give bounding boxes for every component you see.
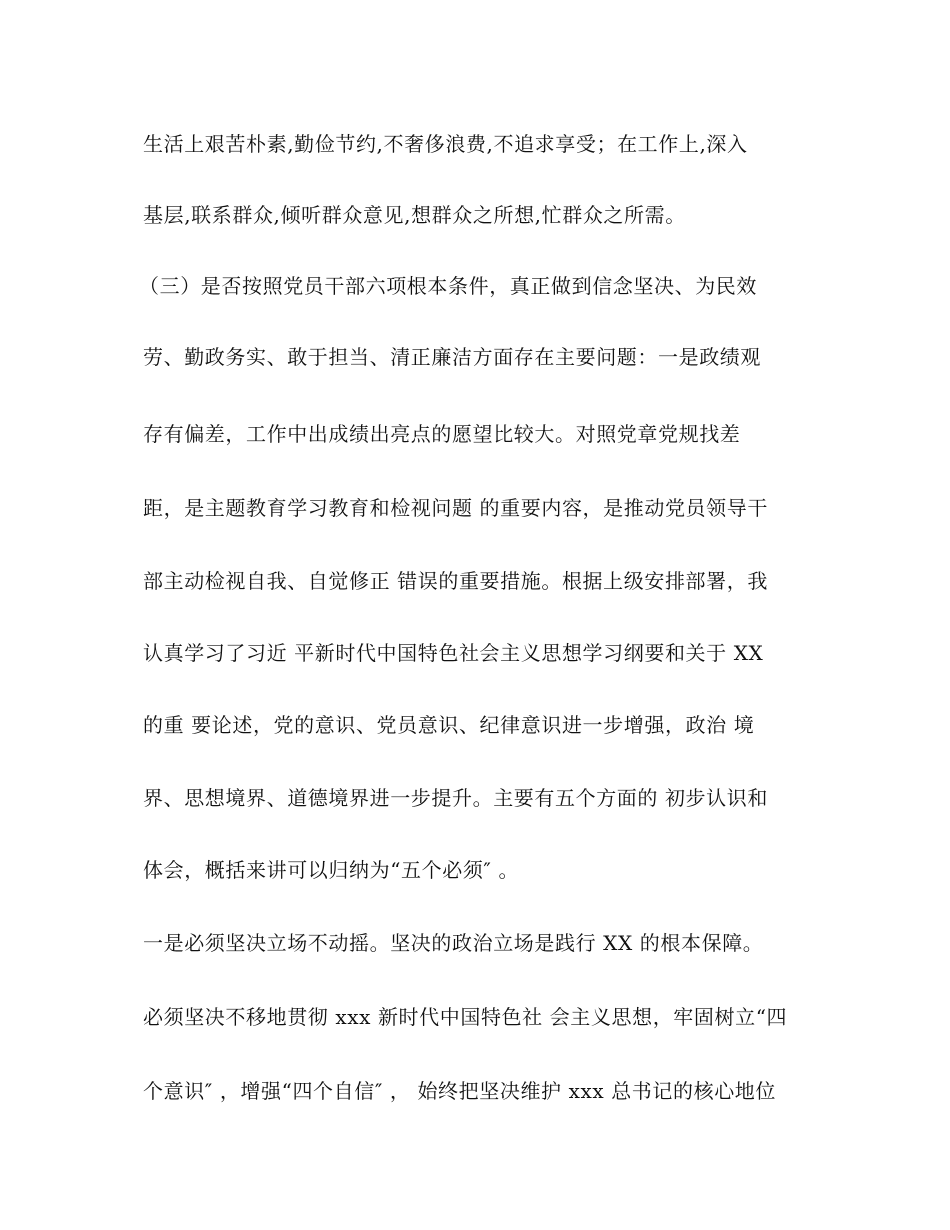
text-line-6: 距，是主题教育学习教育和检视问题 的重要内容，是推动党员领导干 [143, 496, 768, 520]
text-line-12: 一是必须坚决立场不动摇。坚决的政治立场是践行 XX 的根本保障。 [143, 931, 764, 955]
text-line-10: 界、思想境界、道德境界进一步提升。主要有五个方面的 初步认识和 [143, 786, 768, 810]
text-line-4: 劳、勤政务实、敢于担当、清正廉洁方面存在主要问题：一是政绩观 [143, 345, 761, 369]
text-line-13: 必须坚决不移地贯彻 xxx 新时代中国特色社 会主义思想，牢固树立“四 [143, 1005, 788, 1029]
text-line-8: 认真学习了习近 平新时代中国特色社会主义思想学习纲要和关于 XX [143, 641, 764, 665]
text-line-2: 基层,联系群众,倾听群众意见,想群众之所想,忙群众之所需。 [143, 203, 686, 227]
section-heading-3: （三）是否按照党员干部六项根本条件，真正做到信念坚决、为民效 [139, 274, 757, 298]
text-line-1: 生活上艰苦朴素,勤俭节约,不奢侈浪费,不追求享受；在工作上,深入 [143, 132, 748, 156]
text-line-7: 部主动检视自我、自觉修正 错误的重要措施。根据上级安排部署，我 [143, 569, 768, 593]
text-line-9: 的重 要论述，党的意识、党员意识、纪律意识进一步增强，政治 境 [143, 713, 755, 737]
text-line-5: 存有偏差，工作中出成绩出亮点的愿望比较大。对照党章党规找差 [143, 422, 741, 446]
text-line-11: 体会，概括来讲可以归纳为“五个必须″ 。 [143, 858, 520, 882]
text-line-14: 个意识″ ，增强“四个自信″ ， 始终把坚决维护 xxx 总书记的核心地位 [143, 1079, 776, 1103]
